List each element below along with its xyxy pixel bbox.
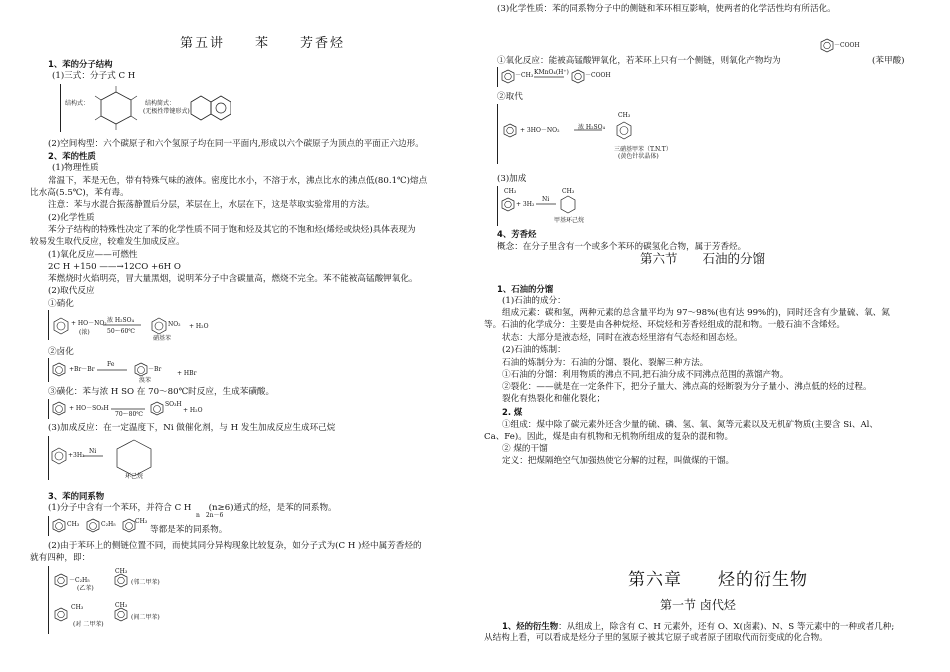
product: + H₂O (189, 323, 209, 330)
text-line: ①氧化反应：能被高锰酸钾氧化，若苯环上只有一个侧链，则氧化产物均为 (497, 56, 781, 66)
section-title: 第六节 石油的分馏 (640, 251, 766, 266)
section-heading: 1、石油的分馏 (497, 284, 554, 294)
section-title: 第一节 卤代烃 (660, 598, 736, 612)
product: NO₂ (168, 321, 181, 328)
substituent: CH₃ (562, 188, 575, 195)
text-line: 定义：把煤隔绝空气加强热使它分解的过程，叫做煤的干馏。 (502, 456, 735, 466)
product-name: 环己烷 (125, 473, 144, 480)
chapter-title: 第六章 烃的衍生物 (628, 570, 808, 590)
figure-label: 结构式： (65, 100, 90, 107)
text-line: (1)石油的成分： (502, 296, 566, 306)
addition-equation (48, 436, 169, 480)
substituent: CH₃ (504, 188, 517, 195)
section-heading: 2. 煤 (502, 407, 523, 417)
lecture-title: 第五讲 苯 芳香烃 (180, 36, 346, 51)
text-line: ：从组成上，除含有 C、H 元素外，还有 O、X(卤素)、N、S 等元素中的一种或者几种; (558, 622, 895, 632)
text-line: ② 煤的干馏 (502, 444, 548, 454)
isomers-figure (48, 566, 169, 634)
product-name: 溴苯 (139, 377, 152, 384)
reactant: +3H₂ (68, 452, 85, 459)
section-heading: 1、苯的分子结构 (48, 59, 113, 69)
substituent: CH₃ (67, 521, 80, 528)
condition: Fe (107, 361, 115, 368)
text-line: 常温下，苯是无色，带有特殊气味的液体。密度比水小，不溶于水，沸点比水的沸点低(80.1℃)熔点 (48, 176, 428, 186)
isomer-name: (对 二甲苯) (73, 621, 104, 628)
condition: 50～60℃ (107, 328, 135, 335)
figure-label: 结构简式： (145, 100, 176, 107)
condition: 70～80℃ (115, 411, 143, 418)
subscript: n 2n－6 (196, 512, 224, 519)
text-line: 裂化有热裂化和催化裂化； (502, 394, 606, 404)
text-line: ①组成：煤中除了碳元素外还含少量的硫、磷、氢、氧、氮等元素以及无机矿物质(主要含 Si、Al、 (502, 420, 879, 430)
product-note: (黄色针状晶体) (618, 153, 659, 160)
section-heading: 3、苯的同系物 (48, 491, 105, 501)
isomer-name: (间二甲苯) (131, 614, 160, 621)
text-line: ①石油的分馏：利用物质的沸点不同,把石油分成不同沸点范围的蒸馏产物。 (502, 370, 789, 380)
benzoic-acid-figure (818, 36, 862, 58)
text-line: 等都是苯的同系物。 (150, 525, 228, 535)
text-line: ③磺化：苯与浓 H SO 在 70～80℃时反应，生成苯磺酸。 (48, 387, 275, 397)
text-line: (2)由于苯环上的侧链位置不同，而使其同分异构现象比较复杂，如分子式为(C H )烃中属芳香烃的 (48, 541, 422, 551)
figure-label: (无极性带键形式) (143, 108, 190, 115)
substituent: －C₂H₅ (69, 577, 90, 584)
product: + HBr (177, 370, 197, 377)
product-name: (苯甲酸) (872, 56, 905, 66)
text-line: Ca、Fe)。因此，煤是由有机物和无机物所组成的复杂的混和物。 (484, 432, 734, 442)
condition: 浓 H₂SO₄ (107, 317, 134, 324)
reactant-note: (浓) (79, 329, 90, 336)
substituent: CH₃ (115, 602, 128, 609)
text-line: 组成元素：碳和氢，两种元素的总含量平均为 97～98%(也有达 99%的)，同时还含有少量硫、氧、氮 (502, 308, 890, 318)
text-line: 概念：在分子里含有一个或多个苯环的碳氢化合物，属于芳香烃。 (497, 242, 747, 252)
nitration-equation (48, 310, 219, 340)
text-line: (3)化学性质：苯的同系物分子中的侧链和苯环相互影响，使两者的化学活性均有所活化。 (497, 4, 836, 14)
substituent: CH₃ (135, 518, 148, 525)
section-heading: 2、苯的性质 (48, 151, 96, 161)
product: SO₃H (165, 401, 182, 408)
text-line: (1)氧化反应——可燃性 (48, 250, 138, 260)
reactant: + HO－NO₂ (71, 320, 107, 327)
text-line: 比水高(5.5℃)，苯有毒。 (30, 188, 129, 198)
condition: KMnO₄(H⁺) (534, 69, 569, 76)
oxidation-equation (497, 67, 618, 87)
text-line: 较易发生取代反应，较难发生加成反应。 (30, 237, 185, 247)
text-line: (3)加成 (497, 174, 527, 184)
condition: Ni (542, 196, 550, 203)
isomer-name: (邻二甲苯) (131, 579, 160, 586)
reactant: +Br－Br (69, 366, 95, 373)
term: 1、烃的衍生物 (502, 621, 559, 631)
halogenation-equation (48, 358, 209, 382)
homologs-figure (48, 516, 149, 536)
tnt-equation (497, 104, 698, 164)
text-line: (2)石油的炼制： (502, 345, 566, 355)
text-line: ①硝化 (48, 299, 74, 309)
sulfonation-equation (48, 399, 209, 419)
product: + H₂O (183, 407, 203, 414)
text-line: 苯分子结构的特殊性决定了苯的化学性质不同于饱和烃及其它的不饱和烃(烯烃或炔烃)具体表现为 (48, 225, 416, 235)
text-line: (2)取代反应 (48, 286, 95, 296)
text-line: (1)三式：分子式 C H (52, 71, 136, 81)
benzene-structure-figure (60, 84, 231, 132)
text-line: 注意：苯与水混合振荡静置后分层，苯层在上，水层在下，这是萃取实验常用的方法。 (48, 200, 375, 210)
text-line: (3)加成反应：在一定温度下，Ni 做催化剂，与 H 发生加成反应生成环己烷 (48, 423, 336, 433)
reactant: + 3H₂ (516, 201, 535, 208)
text-line: (2)化学性质 (48, 213, 95, 223)
text-line: ②卤化 (48, 347, 74, 357)
text-line: (1)物理性质 (52, 163, 99, 173)
text-line: ②裂化：——就是在一定条件下，把分子量大、沸点高的烃断裂为分子量小、沸点低的烃的过程。 (502, 382, 872, 392)
substituent: CH₃ (618, 112, 631, 119)
substituent: －CH₃ (515, 72, 534, 79)
substituent: CH₃ (71, 604, 84, 611)
substituent: CH₃ (115, 568, 128, 575)
text-line: 从结构上看，可以看成是烃分子里的氢原子被其它原子或者原子团取代而衍变成的化合物。 (484, 633, 828, 643)
equation: 2C H +150 ——→12CO +6H O (48, 262, 181, 272)
isomer-name: (乙苯) (77, 585, 94, 592)
text-line: (2)空间构型：六个碳原子和六个氢原子均在同一平面内,形成以六个碳原子为顶点的平面正六边形。 (48, 139, 424, 149)
reactant: + HO－SO₃H (69, 405, 109, 412)
text-line: 就有四种，即： (30, 553, 91, 563)
substituent: －COOH (585, 72, 611, 79)
text-line: (1)分子中含有一个苯环，并符合 C H (n≥6)通式的烃，是苯的同系物。 (48, 503, 337, 513)
text-line: ②取代 (497, 92, 523, 102)
text-line: 等。石油的化学成分：主要是由各种烷烃、环烷烃和芳香烃组成的混和物。一般石油不含烯烃。 (484, 320, 845, 330)
text-line: 苯燃烧时火焰明亮，冒大量黑烟，说明苯分子中含碳量高，燃烧不完全。苯不能被高锰酸钾氧化。 (48, 274, 418, 284)
product-name: 三硝基甲苯（T.N.T） (614, 146, 672, 153)
methylcyclohexane-equation (497, 186, 608, 226)
substituent: －COOH (834, 42, 860, 49)
substituent: C₂H₅ (101, 521, 116, 528)
reactant: + 3HO－NO₂ (520, 127, 560, 134)
condition: 浓 H₂SO₄ (578, 124, 605, 131)
condition: Ni (89, 448, 97, 455)
text-line: 状态：大部分是液态烃，同时在液态烃里溶有气态烃和固态烃。 (502, 333, 743, 343)
product-name: 硝基苯 (153, 335, 172, 342)
text-line: 石油的炼制分为：石油的分馏、裂化、裂解三种方法。 (502, 358, 709, 368)
section-heading: 4、芳香烃 (497, 229, 537, 239)
product: －Br (148, 366, 162, 373)
product-name: 甲基环己烷 (554, 217, 585, 224)
